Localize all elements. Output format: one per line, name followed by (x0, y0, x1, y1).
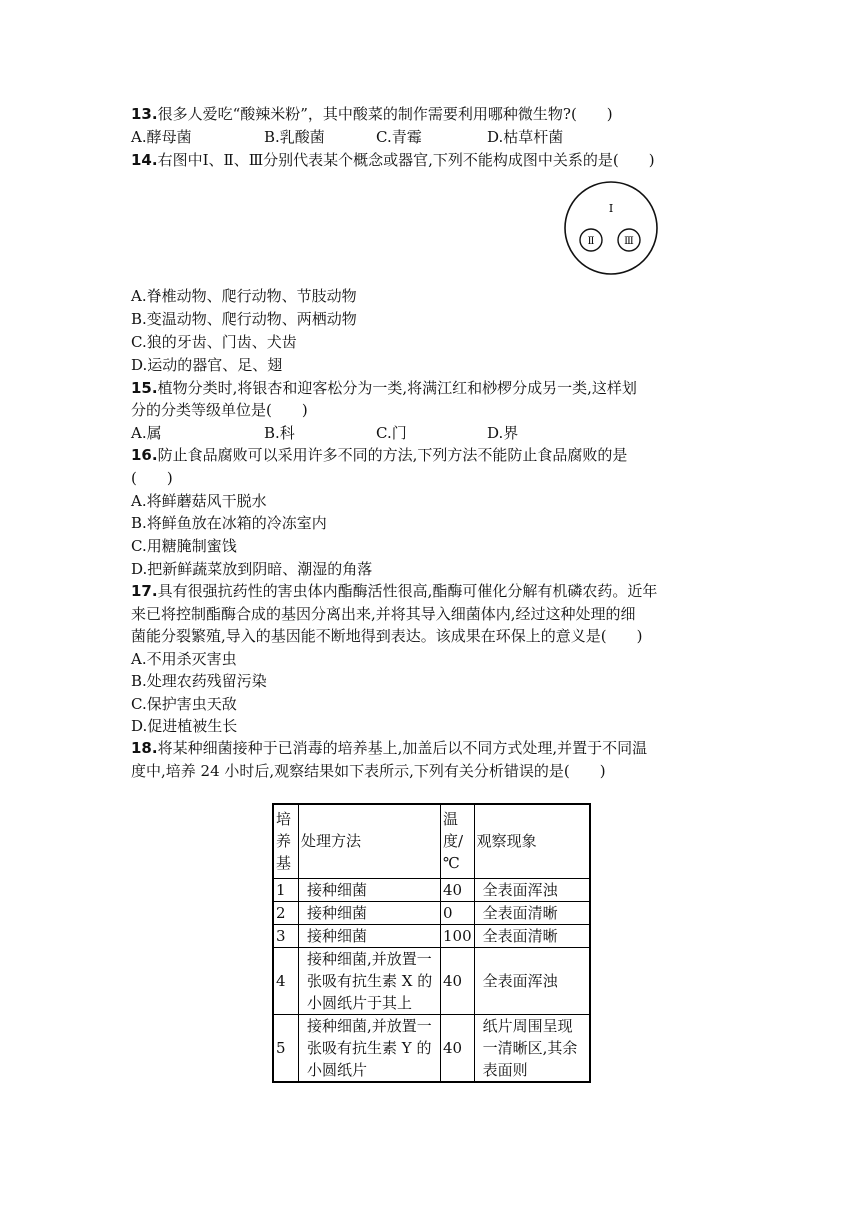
question-17-option-c: C.保护害虫天敌 (131, 695, 237, 713)
question-16-option-a: A.将鲜蘑菇风干脱水 (131, 492, 267, 510)
table-row (273, 947, 590, 1014)
question-number: 16. (131, 446, 158, 464)
header-observation: 观察现象 (474, 804, 590, 878)
cell-observation: 全表面浑浊 (474, 947, 590, 1014)
table-row (273, 1014, 590, 1082)
question-13 (131, 103, 613, 125)
cell-medium: 2 (273, 901, 299, 924)
results-table (272, 803, 591, 1083)
question-15 (131, 377, 637, 399)
question-18 (131, 737, 647, 759)
cell-medium: 1 (273, 878, 299, 901)
question-16 (131, 444, 627, 466)
option-c: C.门 (376, 424, 407, 442)
question-14-option-b: B.变温动物、爬行动物、两栖动物 (131, 310, 357, 328)
question-14-option-d: D.运动的器官、足、翅 (131, 356, 283, 374)
cell-temperature: 40 (441, 947, 475, 1014)
question-16-option-b: B.将鲜鱼放在冰箱的冷冻室内 (131, 514, 327, 532)
header-temperature: 温度/℃ (441, 804, 475, 878)
cell-medium: 5 (273, 1014, 299, 1082)
table-row (273, 901, 590, 924)
question-15-line-2: 分的分类等级单位是( ) (131, 401, 308, 419)
option-b: B.科 (264, 424, 295, 442)
outer-circle (565, 182, 657, 274)
option-b: B.乳酸菌 (264, 128, 325, 146)
question-18-line-2: 度中,培养 24 小时后,观察结果如下表所示,下列有关分析错误的是( ) (131, 762, 606, 780)
table-row (273, 924, 590, 947)
cell-method: 接种细菌,并放置一张吸有抗生素 Y 的小圆纸片 (299, 1014, 441, 1082)
cell-observation: 纸片周围呈现一清晰区,其余表面则 (474, 1014, 590, 1082)
label-3: Ⅲ (624, 236, 634, 247)
question-14 (131, 149, 655, 171)
cell-method: 接种细菌 (299, 901, 441, 924)
cell-medium: 4 (273, 947, 299, 1014)
cell-observation: 全表面浑浊 (474, 878, 590, 901)
cell-medium: 3 (273, 924, 299, 947)
option-a: A.属 (131, 424, 162, 442)
question-number: 17. (131, 582, 158, 600)
label-2: Ⅱ (587, 236, 595, 247)
question-text: 右图中Ⅰ、Ⅱ、Ⅲ分别代表某个概念或器官,下列不能构成图中关系的是( ) (157, 151, 655, 169)
question-text: 植物分类时,将银杏和迎客松分为一类,将满江红和桫椤分成另一类,这样划 (157, 379, 637, 397)
cell-temperature: 0 (441, 901, 475, 924)
question-17-option-d: D.促进植被生长 (131, 717, 238, 735)
question-number: 18. (131, 739, 158, 757)
question-14-option-a: A.脊椎动物、爬行动物、节肢动物 (131, 287, 357, 305)
option-a: A.酵母菌 (131, 128, 192, 146)
cell-observation: 全表面清晰 (474, 924, 590, 947)
question-17-option-b: B.处理农药残留污染 (131, 672, 267, 690)
question-text: 防止食品腐败可以采用许多不同的方法,下列方法不能防止食品腐败的是 (157, 446, 628, 464)
question-text: 具有很强抗药性的害虫体内酯酶活性很高,酯酶可催化分解有机磷农药。近年 (157, 582, 658, 600)
concept-diagram (563, 180, 659, 276)
cell-observation: 全表面清晰 (474, 901, 590, 924)
question-16-line-2: ( ) (131, 469, 173, 487)
cell-temperature: 40 (441, 1014, 475, 1082)
cell-method: 接种细菌 (299, 924, 441, 947)
header-method: 处理方法 (299, 804, 441, 878)
cell-method: 接种细菌 (299, 878, 441, 901)
question-text: 很多人爱吃“酸辣米粉”，其中酸菜的制作需要利用哪种微生物?( ) (157, 105, 613, 123)
label-1: Ⅰ (608, 202, 614, 215)
option-c: C.青霉 (376, 128, 422, 146)
question-17-line-2: 来已将控制酯酶合成的基因分离出来,并将其导入细菌体内,经过这种处理的细 (131, 605, 636, 623)
question-17-option-a: A.不用杀灭害虫 (131, 650, 237, 668)
header-medium: 培养基 (273, 804, 299, 878)
question-14-option-c: C.狼的牙齿、门齿、犬齿 (131, 333, 297, 351)
table-header-row (273, 804, 590, 878)
question-17 (131, 580, 657, 602)
option-d: D.枯草杆菌 (487, 128, 564, 146)
question-17-line-3: 菌能分裂繁殖,导入的基因能不断地得到表达。该成果在环保上的意义是( ) (131, 627, 643, 645)
question-number: 13. (131, 105, 158, 123)
cell-temperature: 40 (441, 878, 475, 901)
question-number: 14. (131, 151, 158, 169)
cell-method: 接种细菌,并放置一张吸有抗生素 X 的小圆纸片于其上 (299, 947, 441, 1014)
option-d: D.界 (487, 424, 519, 442)
question-16-option-c: C.用糖腌制蜜饯 (131, 537, 237, 555)
question-text: 将某种细菌接种于已消毒的培养基上,加盖后以不同方式处理,并置于不同温 (157, 739, 648, 757)
table-row (273, 878, 590, 901)
question-16-option-d: D.把新鲜蔬菜放到阴暗、潮湿的角落 (131, 560, 373, 578)
question-number: 15. (131, 379, 158, 397)
cell-temperature: 100 (441, 924, 475, 947)
